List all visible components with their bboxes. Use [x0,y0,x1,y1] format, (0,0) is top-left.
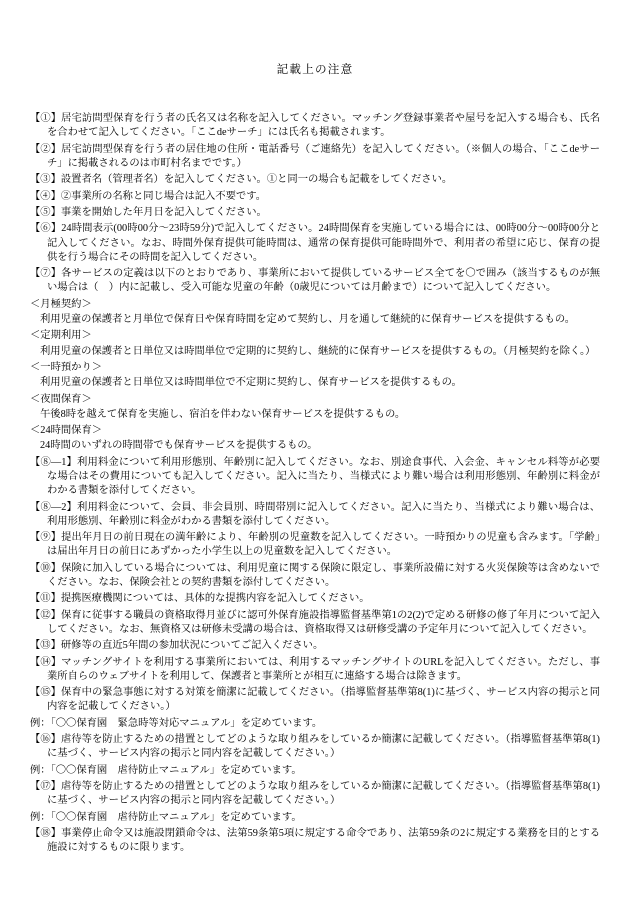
note-paragraph: 【⑩】保険に加入している場合については、利用児童に関する保険に限定し、事業所設備に対する火災保険等は含めないでください。なお、保険会社との契約書類を添付してください。 [30,562,600,588]
note-paragraph: 【⑥】24時間表示(00時00分～23時59分)で記入してください。24時間保育を実施している場合には、00時00分～00時00分と記入してください。なお、時間外保育提供可能時間は、通常の保育提供可能時間外で、利用者の希望に応じ、保育の提供を行う場合にその時間を記入してください。 [30,223,600,263]
note-paragraph: ＜夜間保育＞ [30,393,92,405]
page-title: 記載上の注意 [276,63,354,76]
note-paragraph: 利用児童の保護者と日単位又は時間単位で不定期に契約し、保育サービスを提供するもの。 [40,377,462,389]
note-paragraph: 【⑱】事業停止命令又は施設閉鎖命令は、法第59条第5項に規定する命令であり、法第59条の2に規定する業務を目的とする施設に対するものに限ります。 [30,828,600,854]
note-paragraph: 24時間のいずれの時間帯でも保育サービスを提供するもの。 [40,440,318,452]
note-paragraph: 【①】居宅訪問型保育を行う者の氏名又は名称を記入してください。マッチング登録事業者や屋号を記入する場合も、氏名を合わせて記入してください。「ここdeサーチ」には氏名も掲載されます。 [30,112,600,139]
note-paragraph: 例：「〇〇保育園 虐待防止マニュアル」を定めています。 [30,811,302,823]
note-paragraph: 【⑦】各サービスの定義は以下のとおりであり、事業所において提供しているサービス全てを〇で囲み（該当するものが無い場合は（ ）内に記載し、受入可能な児童の年齢（0歳児については月齢まで）について記入してください。 [30,268,600,294]
note-paragraph: ＜一時預かり＞ [30,361,103,373]
note-paragraph: 【④】②事業所の名称と同じ場合は記入不要です。 [30,190,267,202]
note-paragraph: 例：「〇〇保育園 緊急時等対応マニュアル」を定めています。 [30,717,323,729]
note-paragraph: 【⑭】マッチングサイトを利用する事業所においては、利用するマッチングサイトのURLを記入してください。ただし、事業所自らのウェブサイトを利用して、保護者と事業所とが相互に連絡する場合は除きます。 [30,656,600,682]
note-paragraph: 【⑰】虐待等を防止するための措置としてどのような取り組みをしているか簡潔に記載してください。（指導監督基準第8(1)に基づく、サービス内容の掲示と同内容を記載してください。） [30,781,600,807]
note-paragraph: ＜月極契約＞ [30,298,92,310]
notes-list [30,112,600,856]
note-paragraph: 【②】居宅訪問型保育を行う者の居住地の住所・電話番号（ご連絡先）を記入してください。（※個人の場合、「ここdeサーチ」に掲載されるのは市町村名までです。） [30,143,600,169]
note-paragraph: 【⑮】保育中の緊急事態に対する対策を簡潔に記載してください。（指導監督基準第8(1)に基づく、サービス内容の掲示と同内容を記載してください。） [30,687,600,713]
note-paragraph: 利用児童の保護者と日単位又は時間単位で定期的に契約し、継続的に保育サービスを提供するもの。（月極契約を除く。） [40,345,596,357]
note-paragraph: 【⑧―1】利用料金について利用形態別、年齢別に記入してください。なお、別途食事代、入会金、キャンセル料等が必要な場合はその費用についても記入してください。記入に当たり、当様式により難い場合は利用形態別、年齢別に料金がわかる書類を添付してください。 [30,456,600,497]
note-paragraph: 【⑪】提携医療機関については、具体的な提携内容を記入してください。 [30,593,370,605]
note-paragraph: 【⑨】提出年月日の前日現在の満年齢により、年齢別の児童数を記入してください。一時預かりの児童も含みます。「学齢」は届出年月日の前日にあずかった小学生以上の児童数を記入してください。 [30,532,600,558]
note-paragraph: ＜定期利用＞ [30,330,92,342]
note-paragraph: 【⑫】保育に従事する職員の資格取得月並びに認可外保育施設指導監督基準第1の2(2)で定める研修の修了年月について記入してください。なお、無資格又は研修未受講の場合は、資格取得又は研修受講の予定年月について記入してください。 [30,609,600,635]
note-paragraph: ＜24時間保育＞ [30,425,103,437]
note-paragraph: 例：「〇〇保育園 虐待防止マニュアル」を定めています。 [30,764,302,776]
note-paragraph: 【⑧―2】利用料金について、会員、非会員別、時間帯別に記入してください。記入に当たり、当様式により難い場合は、利用形態別、年齢別に料金がわかる書類を添付してください。 [30,501,600,527]
note-paragraph: 【③】設置者名（管理者名）を記入してください。①と同一の場合も記載をしてください。 [30,174,453,186]
note-paragraph: 午後8時を越えて保育を実施し、宿泊を伴わない保育サービスを提供するもの。 [40,408,406,420]
note-paragraph: 【⑤】事業を開始した年月日を記入してください。 [30,206,267,218]
note-paragraph: 【⑬】研修等の直近5年間の参加状況についてご記入ください。 [30,640,324,652]
note-paragraph: 利用児童の保護者と月単位で保育日や保育時間を定めて契約し、月を通して継続的に保育サービスを提供するもの。 [40,313,576,325]
note-paragraph: 【⑯】虐待等を防止するための措置としてどのような取り組みをしているか簡潔に記載してください。（指導監督基準第8(1)に基づく、サービス内容の掲示と同内容を記載してください。） [30,734,600,760]
